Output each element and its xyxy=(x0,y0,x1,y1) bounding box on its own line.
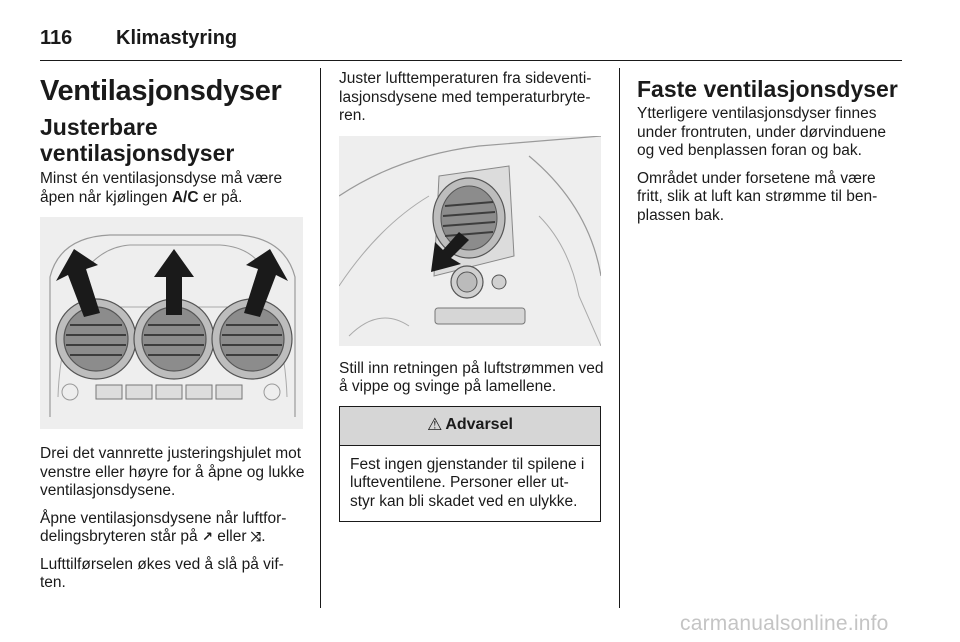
figure-center-vents xyxy=(40,217,303,429)
column-3 xyxy=(637,70,902,234)
warning-box xyxy=(339,406,601,523)
paragraph-airflow-direction: Still inn retningen på luftstrømmen ved å vippe og svinge på lamellene. xyxy=(339,359,604,395)
column-divider-2 xyxy=(619,68,620,608)
paragraph-thumbwheel: Drei det vannrette justeringshjulet mot venstre eller høyre for å åpne og lukke ventilasjonsdysene. xyxy=(40,445,305,499)
warning-header xyxy=(340,407,600,446)
figure-side-vent xyxy=(339,136,601,346)
page-heading: Ventilasjonsdyser xyxy=(40,75,282,107)
page-header xyxy=(40,16,237,50)
air-to-body-and-feet-icon: ⤨ xyxy=(250,529,262,544)
ac-label: A/C xyxy=(171,188,199,206)
warning-triangle-icon: ⚠ xyxy=(427,415,443,435)
paragraph-under-seats: Området under forsetene må være fritt, slik at luft kan strømme til ben-plassen bak. xyxy=(637,169,878,224)
paragraph-air-distribution: Åpne ventilasjonsdysene når luftfor-delingsbryteren står på ↗ eller ⤨. xyxy=(40,509,287,545)
paragraph-side-vent-temperature: Juster lufttemperaturen fra sideventi-lasjonsdysene med temperaturbryte-ren. xyxy=(339,70,592,124)
side-vent-illustration xyxy=(339,136,601,346)
intro-paragraph: Minst én ventilasjonsdyse må være åpen når kjølingen A/C er på. xyxy=(40,170,283,206)
paragraph-additional-vents: Ytterligere ventilasjonsdyser finnes under frontruten, under dørvinduene og ved benplassen foran og bak. xyxy=(637,105,887,159)
watermark: carmanualsonline.info xyxy=(680,612,889,635)
column-1 xyxy=(40,70,306,602)
section-title: Klimastyring xyxy=(116,27,238,49)
column-divider-1 xyxy=(320,68,321,608)
warning-title: Advarsel xyxy=(445,416,513,434)
column-2 xyxy=(339,70,605,522)
air-to-body-icon: ↗ xyxy=(201,529,213,544)
subheading-adjustable-vents: Justerbare ventilasjonsdyser xyxy=(40,114,235,166)
warning-text: Fest ingen gjenstander til spilene i lufteventilene. Personer eller ut-styr kan bli skadet ved en ulykke. xyxy=(350,455,585,510)
center-vents-illustration xyxy=(40,217,303,429)
page-number: 116 xyxy=(40,27,73,49)
paragraph-fan: Lufttilførselen økes ved å slå på vif-ten. xyxy=(40,555,284,591)
header-rule xyxy=(40,60,902,61)
subheading-fixed-vents: Faste ventilasjonsdyser xyxy=(637,76,898,102)
